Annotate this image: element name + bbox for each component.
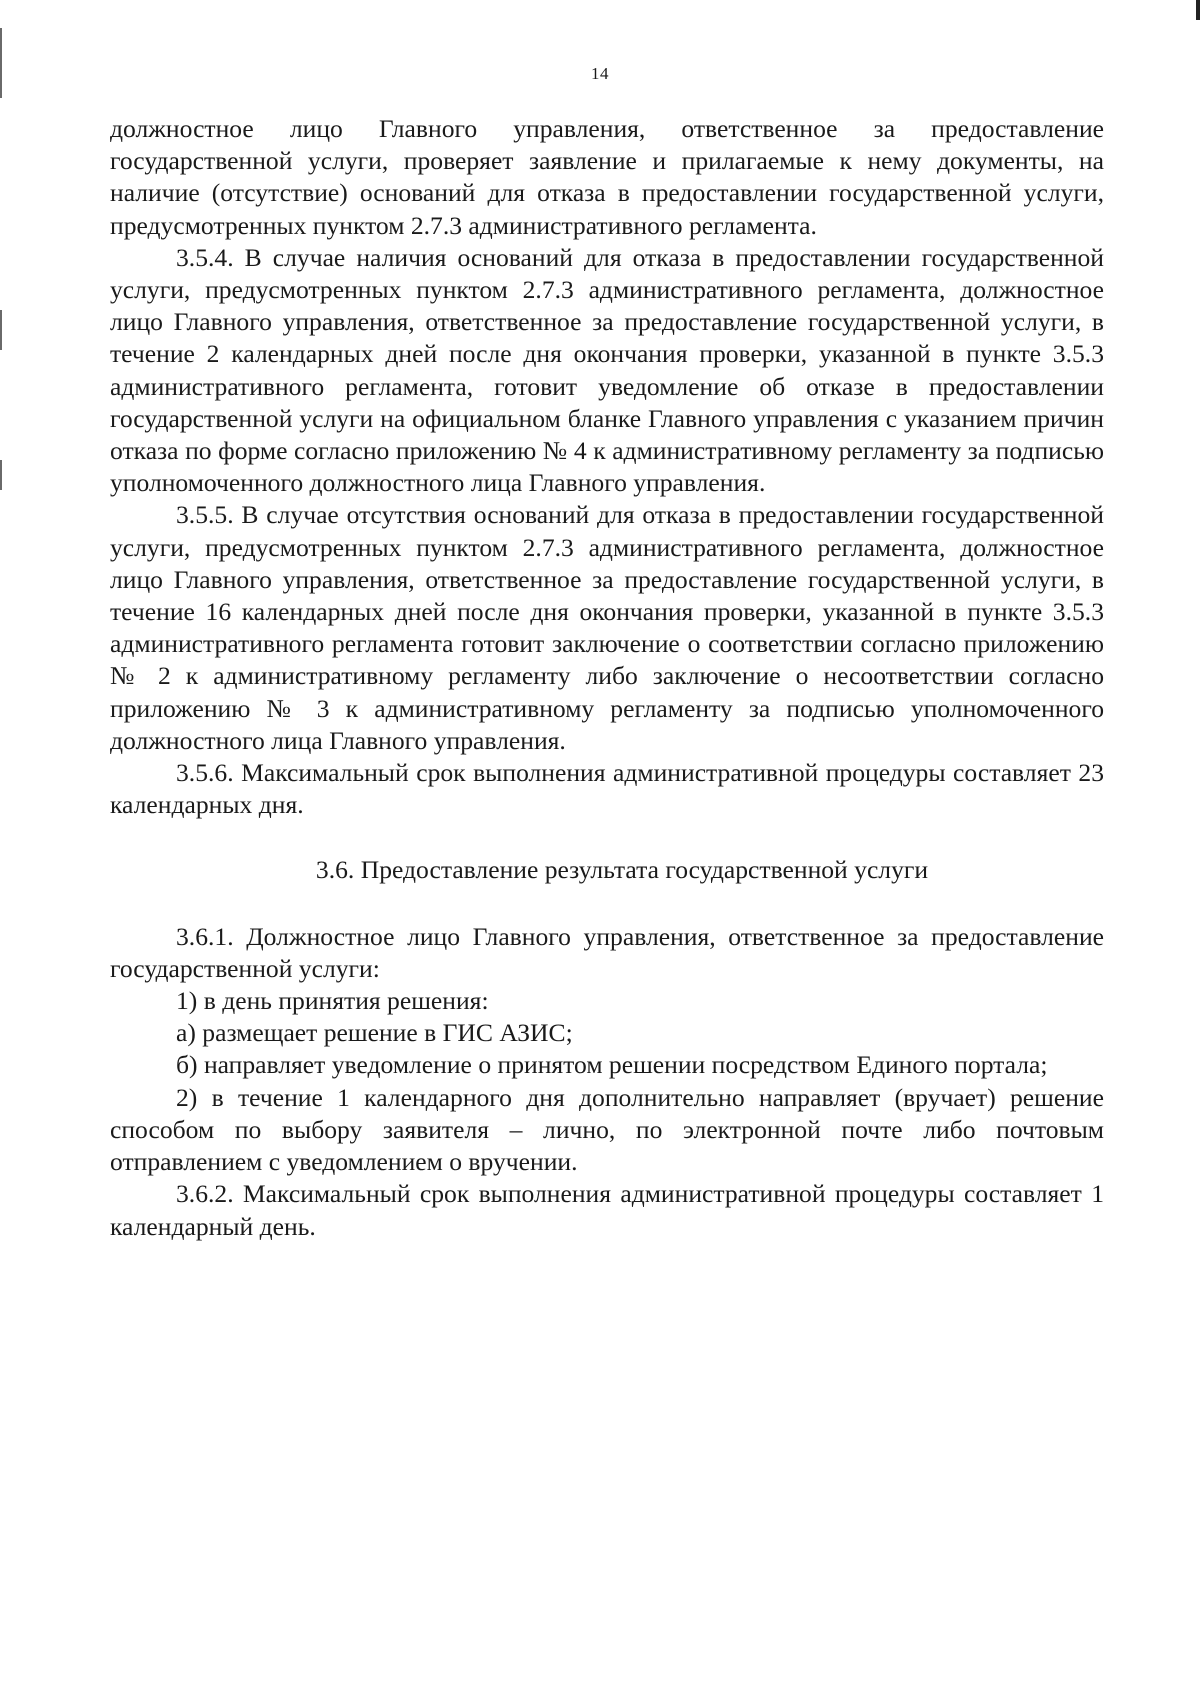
document-body: [110, 113, 1104, 1243]
scan-corner-mark: [1196, 0, 1200, 20]
page-number: 14: [591, 64, 609, 83]
paragraph-3-5-5: 3.5.5. В случае отсутствия оснований для отказа в предоставлении государственной услуги, предусмотренных пунктом 2.7.3 административного регламента, должностное лицо Главного управления, ответственное за предоставление государственной услуги, в течение 16 календарных дней после дня окончания проверки, указанной в пункте 3.5.3 административного регламента готовит заключение о соответствии согласно приложению № 2 к административному регламенту либо заключение о несоответствии согласно приложению № 3 к административному регламенту за подписью уполномоченного должностного лица Главного управления.: [110, 500, 1104, 755]
paragraph-3-6-1: 3.6.1. Должностное лицо Главного управления, ответственное за предоставление государственной услуги:: [110, 921, 1104, 983]
paragraph: должностное лицо Главного управления, ответственное за предоставление государственной услуги, проверяет заявление и прилагаемые к нему документы, на наличие (отсутствие) оснований для отказа в предоставлении государственной услуги, предусмотренных пунктом 2.7.3 административного регламента.: [110, 114, 1104, 240]
paragraph-3-5-4: 3.5.4. В случае наличия оснований для отказа в предоставлении государственной услуги, предусмотренных пунктом 2.7.3 административного регламента, должностное лицо Главного управления, ответственное за предоставление государственной услуги, в течение 2 календарных дней после дня окончания проверки, указанной в пункте 3.5.3 административного регламента, готовит уведомление об отказе в предоставлении государственной услуги на официальном бланке Главного управления с указанием причин отказа по форме согласно приложению № 4 к административному регламенту за подписью уполномоченного должностного лица Главного управления.: [110, 242, 1104, 498]
paragraphs-before-heading: [110, 113, 1104, 821]
scan-edge-mark: [0, 460, 2, 490]
list-item-2: 2) в течение 1 календарного дня дополнительно направляет (вручает) решение способом по выбору заявителя – лично, по электронной почте либо почтовым отправлением с уведомлением о вручении.: [110, 1082, 1104, 1177]
section-heading: 3.6. Предоставление результата государственной услуги: [315, 855, 929, 885]
scan-edge-mark: [0, 28, 2, 98]
list-item-1b: б) направляет уведомление о принятом решении посредством Единого портала;: [176, 1050, 1048, 1080]
list-item-1a: а) размещает решение в ГИС АЗИС;: [176, 1018, 573, 1048]
list-item-1: 1) в день принятия решения:: [176, 986, 489, 1016]
paragraph-3-5-6: 3.5.6. Максимальный срок выполнения административной процедуры составляет 23 календарных дня.: [110, 758, 1104, 820]
paragraphs-after-heading: [110, 921, 1104, 1243]
paragraph-3-6-2: 3.6.2. Максимальный срок выполнения административной процедуры составляет 1 календарный день.: [110, 1179, 1104, 1241]
scan-edge-mark: [0, 310, 2, 350]
